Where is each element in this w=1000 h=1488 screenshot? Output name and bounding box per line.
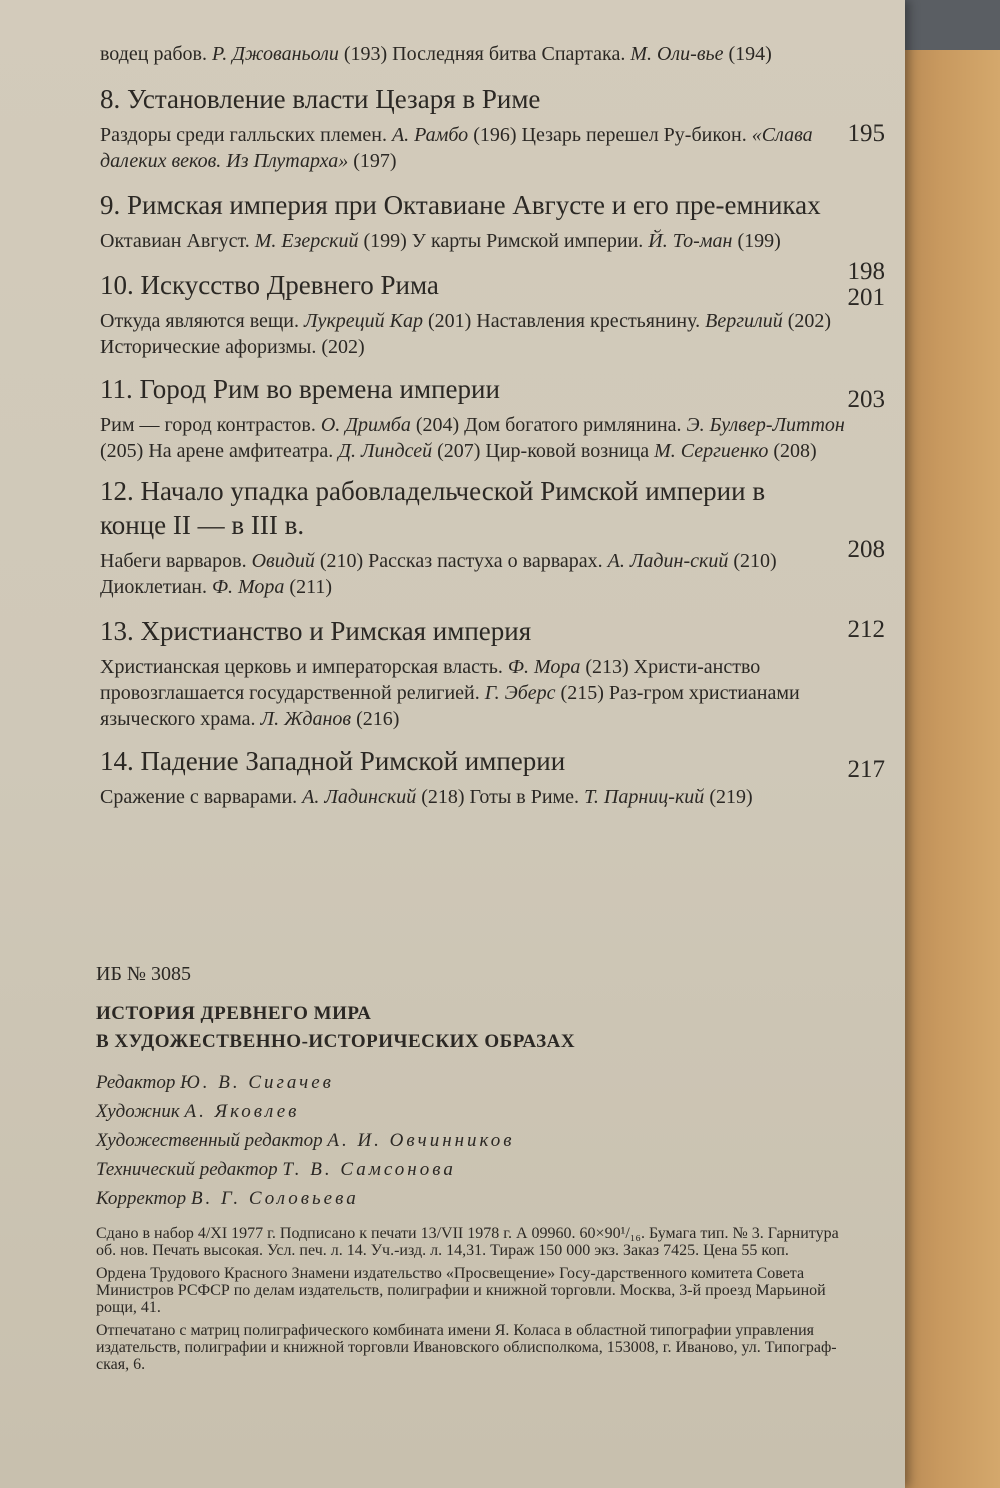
background-surface [900, 0, 1000, 1488]
toc-entry-13 [100, 614, 890, 732]
credit-line [96, 1184, 856, 1213]
page-number: 212 [847, 616, 885, 643]
entry-author: А. Ладин-ский [607, 550, 729, 572]
colophon [96, 960, 856, 1379]
toc-entry-11 [100, 372, 890, 464]
entry-text: (197) [348, 150, 397, 172]
entry-text: (201) Наставления крестьянину. [422, 310, 706, 332]
entry-author: Р. Джованьоли [211, 43, 339, 65]
entry-text: (219) [704, 786, 753, 808]
entry-author: Т. Парниц-кий [584, 786, 705, 808]
entry-author: О. Дримба [320, 414, 411, 436]
credit-person: Т. В. Самсонова [282, 1159, 456, 1180]
entry-text: Рим — город контрастов. [100, 414, 321, 436]
credit-person: А. И. Овчинников [327, 1130, 515, 1151]
chapter-heading: 14. Падение Западной Римской империи [100, 746, 566, 776]
entry-text: (216) [351, 708, 400, 730]
page-number: 217 [847, 756, 885, 783]
entry-text: (207) Цир-ковой возница [432, 440, 655, 462]
page-number: 195 [847, 120, 885, 147]
book-title-line: ИСТОРИЯ ДРЕВНЕГО МИРА [96, 1003, 372, 1024]
entry-text: (202) Исторические афоризмы. (202) [100, 310, 832, 358]
entry-author: М. Езерский [254, 230, 359, 252]
chapter-heading: 10. Искусство Древнего Рима [100, 270, 439, 300]
entry-author: А. Ладинский [302, 786, 417, 808]
entry-text: Христианская церковь и императорская власть. [100, 656, 508, 678]
chapter-heading: 13. Христианство и Римская империя [100, 616, 532, 646]
printer-details: Отпечатано с матриц полиграфического комбината имени Я. Коласа в областной типографии управления издательств, полиграфии и книжной торговли Ивановского облисполкома, 153008, г. Иваново, ул. Типограф-ская, 6. [96, 1322, 837, 1373]
chapter-contents [100, 654, 890, 732]
entry-text: (210) Диоклетиан. [100, 550, 777, 598]
credit-line [96, 1126, 856, 1155]
ib-number: ИБ № 3085 [96, 963, 192, 985]
chapter-contents [100, 548, 890, 600]
continued-entry [100, 40, 890, 68]
entry-author: Ф. Мора [507, 656, 581, 678]
credit-role: Редактор [96, 1072, 176, 1093]
entry-text: (208) [768, 440, 817, 462]
entry-author: Э. Булвер-Литтон [686, 414, 845, 436]
chapter-heading: 11. Город Рим во времена империи [100, 374, 500, 404]
entry-author: «Слава далеких веков. Из Плутарха» [100, 124, 813, 172]
background-edge [890, 0, 1000, 50]
entry-author: Лукреций Кар [304, 310, 423, 332]
entry-text: (218) Готы в Риме. [416, 786, 585, 808]
entry-text: Октавиан Август. [100, 230, 255, 252]
toc-entry-8 [100, 82, 890, 174]
entry-text: (194) [723, 43, 772, 65]
chapter-heading: 8. Установление власти Цезаря в Риме [100, 84, 541, 114]
publisher-details: Ордена Трудового Красного Знамени издательство «Просвещение» Госу-дарственного комитета Совета Министров РСФСР по делам издательств, полиграфии и книжной торговли. Москва, 3-й проезд Марьиной рощи, 41. [96, 1265, 826, 1316]
book-title [96, 1000, 856, 1056]
entry-author: М. Сергиенко [654, 440, 769, 462]
credit-role: Художественный редактор [96, 1130, 323, 1151]
entry-author: А. Рамбо [391, 124, 469, 146]
entry-text: (211) [284, 576, 332, 598]
entry-text: (210) Рассказ пастуха о варварах. [314, 550, 608, 572]
credit-role: Технический редактор [96, 1159, 278, 1180]
entry-author: Л. Жданов [260, 708, 352, 730]
page-number: 208 [847, 536, 885, 563]
entry-author: Й. То-ман [648, 230, 733, 252]
entry-author: Д. Линдсей [338, 440, 433, 462]
credit-line [96, 1097, 856, 1126]
chapter-contents [100, 122, 890, 174]
toc-entry-12 [100, 474, 890, 600]
page-number: 203 [847, 386, 885, 413]
entry-author: Ф. Мора [211, 576, 285, 598]
entry-text: (205) На арене амфитеатра. [100, 440, 339, 462]
chapter-contents [100, 784, 890, 810]
credit-role: Художник [96, 1101, 180, 1122]
toc-entry-10 [100, 268, 890, 360]
page-number: 198 [847, 258, 885, 285]
entry-author: М. Оли-вье [630, 43, 724, 65]
credits-list [96, 1068, 856, 1213]
credit-line [96, 1155, 856, 1184]
credit-role: Корректор [96, 1188, 187, 1209]
entry-text: (204) Дом богатого римлянина. [410, 414, 687, 436]
credit-line [96, 1068, 856, 1097]
entry-text: (199) У карты Римской империи. [358, 230, 649, 252]
credit-person: А. Яковлев [184, 1101, 300, 1122]
page-number: 201 [847, 284, 885, 311]
entry-text: водец рабов. [100, 43, 212, 65]
chapter-heading: 12. Начало упадка рабовладельческой Римской империи в конце II — в III в. [100, 476, 766, 540]
entry-author: Вергилий [705, 310, 783, 332]
entry-text: Сражение с варварами. [100, 786, 303, 808]
chapter-heading: 9. Римская империя при Октавиане Августе и его пре-емниках [100, 190, 821, 220]
toc-entry-14 [100, 744, 890, 810]
entry-text: (199) [732, 230, 781, 252]
book-title-line: В ХУДОЖЕСТВЕННО-ИСТОРИЧЕСКИХ ОБРАЗАХ [96, 1031, 576, 1052]
entry-author: Овидий [251, 550, 315, 572]
entry-text: (215) Раз-гром христианами языческого храма. [100, 682, 800, 730]
entry-text: Раздоры среди галльских племен. [100, 124, 392, 146]
entry-text: Набеги варваров. [100, 550, 252, 572]
entry-text: Откуда являются вещи. [100, 310, 305, 332]
entry-text: (196) Цезарь перешел Ру-бикон. [468, 124, 752, 146]
credit-person: Ю. В. Сигачев [180, 1072, 334, 1093]
credit-person: В. Г. Соловьева [190, 1188, 359, 1209]
chapter-contents [100, 228, 890, 254]
chapter-contents [100, 308, 890, 360]
entry-text: (193) Последняя битва Спартака. [338, 43, 631, 65]
chapter-contents [100, 412, 890, 464]
entry-text: (213) Христи-анство провозглашается государственной религией. [100, 656, 761, 704]
entry-author: Г. Эберс [484, 682, 556, 704]
print-details: Сдано в набор 4/XI 1977 г. Подписано к печати 13/VII 1978 г. А 09960. 60×90¹/₁₆. Бумага тип. № 3. Гарнитура об. нов. Печать высокая. Усл. печ. л. 14. Уч.-изд. л. 14,31. Тираж 150 000 экз. Заказ 7425. Цена 55 коп. [96, 1225, 839, 1259]
table-of-contents [100, 40, 890, 810]
